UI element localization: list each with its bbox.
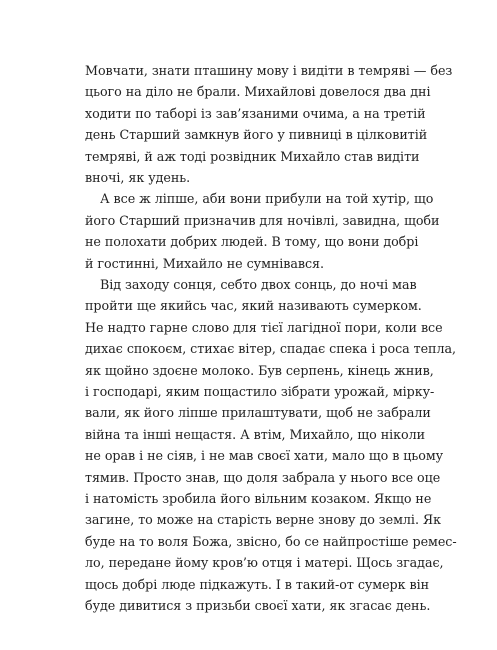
text-line: пройти ще якийсь час, який називають сумерком. — [85, 298, 422, 314]
text-line: вали, як його ліпше прилаштувати, щоб не забрали — [85, 405, 431, 421]
text-line: буде дивитися з призьби своєї хати, як згасає день. — [85, 598, 431, 613]
text-line: щось добрі люде підкажуть. І в такий-от сумерк він — [85, 576, 430, 592]
text-line: дихає спокоєм, стихає вітер, спадає спека і роса тепла, — [85, 341, 456, 357]
text-line: тямив. Просто знав, що доля забрала у нього все оце — [85, 469, 441, 485]
text-line: А все ж ліпше, аби вони прибули на той хутір, що — [100, 191, 434, 207]
text-line: вночі, як удень. — [85, 170, 191, 185]
text-line: не орав і не сіяв, і не мав своєї хати, мало що в цьому — [85, 448, 444, 464]
text-line: день Старший замкнув його у пивниці в цілковитій — [85, 127, 428, 143]
text-line: не полохати добрих людей. В тому, що вони добрі — [85, 234, 419, 250]
text-line: і господарі, яким пощастило зібрати урожай, мірку- — [85, 384, 435, 399]
text-line: ходити по таборі із зав’язаними очима, а на третій — [85, 105, 426, 121]
text-line: Від заходу сонця, себто двох сонць, до ночі мав — [100, 277, 417, 292]
text-line: як щойно здоєне молоко. Був серпень, кінець жнив, — [85, 362, 434, 378]
text-line: Мовчати, знати пташину мову і видіти в темряві — без — [85, 63, 453, 78]
text-line: і натомість зробила його вільним козаком. Якщо не — [85, 491, 432, 506]
text-line: загине, то може на старість верне знову до землі. Як — [85, 512, 441, 528]
text-line: війна та інші нещастя. А втім, Михайло, що ніколи — [85, 426, 426, 442]
text-line: його Старший призначив для ночівлі, завидна, щоби — [85, 212, 440, 228]
text-line: цього на діло не брали. Михайлові довелося два дні — [85, 84, 431, 100]
text-line: й гостинні, Михайло не сумнівався. — [85, 255, 324, 271]
text-line: темряві, й аж тоді розвідник Михайло став видіти — [85, 148, 420, 164]
text-line: Не надто гарне слово для тієї лагідної пори, коли все — [85, 319, 443, 335]
text-line: ло, передане йому кров’ю отця і матері. Щось згадає, — [85, 555, 444, 571]
text-line: буде на то воля Божа, звісно, бо се найпростіше ремес- — [85, 533, 457, 549]
